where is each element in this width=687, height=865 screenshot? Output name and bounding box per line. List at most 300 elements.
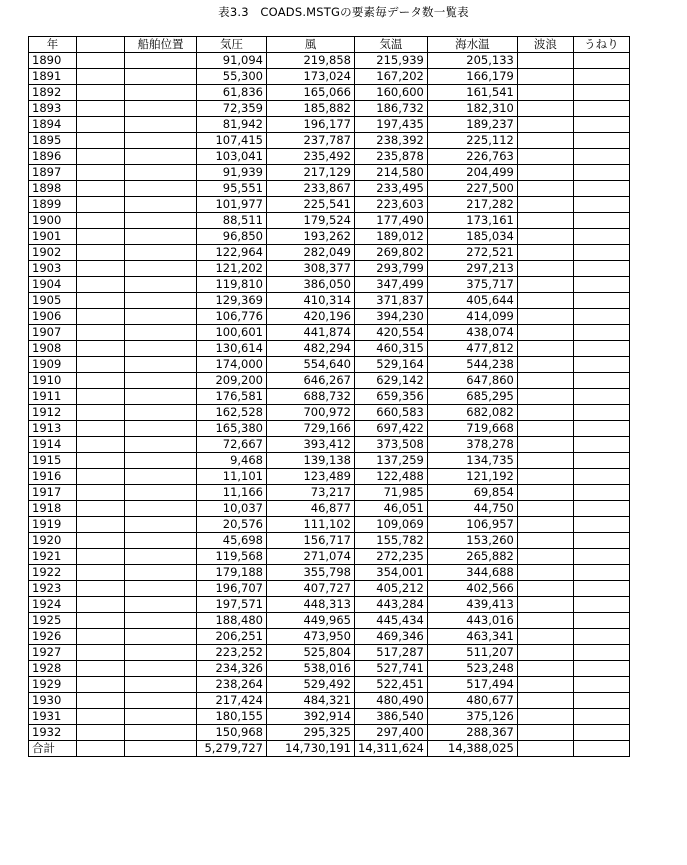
cell-wave [517, 581, 573, 597]
cell-blank [77, 357, 125, 373]
cell-ship-position [125, 661, 197, 677]
total-row [29, 741, 630, 757]
cell-swell [573, 101, 629, 117]
cell-year: 1904 [29, 277, 77, 293]
cell-air-temp: 177,490 [355, 213, 428, 229]
cell-pressure: 119,568 [197, 549, 267, 565]
cell-wind: 392,914 [267, 709, 355, 725]
cell-air-temp: 293,799 [355, 261, 428, 277]
cell-ship-position [125, 309, 197, 325]
cell-air-temp: 394,230 [355, 309, 428, 325]
cell-year: 1925 [29, 613, 77, 629]
cell-wind: 193,262 [267, 229, 355, 245]
cell-year: 1916 [29, 469, 77, 485]
cell-ship-position [125, 293, 197, 309]
total-cell-sea-temp: 14,388,025 [427, 741, 517, 757]
column-header-sea-temp: 海水温 [427, 37, 517, 53]
cell-blank [77, 85, 125, 101]
total-cell-blank [77, 741, 125, 757]
cell-sea-temp: 161,541 [427, 85, 517, 101]
table-row [29, 453, 630, 469]
cell-swell [573, 469, 629, 485]
cell-wave [517, 85, 573, 101]
cell-sea-temp: 134,735 [427, 453, 517, 469]
cell-air-temp: 272,235 [355, 549, 428, 565]
cell-pressure: 106,776 [197, 309, 267, 325]
cell-wave [517, 421, 573, 437]
cell-air-temp: 297,400 [355, 725, 428, 741]
cell-wind: 420,196 [267, 309, 355, 325]
cell-wave [517, 549, 573, 565]
cell-air-temp: 373,508 [355, 437, 428, 453]
cell-sea-temp: 121,192 [427, 469, 517, 485]
cell-wind: 237,787 [267, 133, 355, 149]
cell-blank [77, 309, 125, 325]
total-cell-pressure: 5,279,727 [197, 741, 267, 757]
table-row [29, 661, 630, 677]
cell-pressure: 150,968 [197, 725, 267, 741]
cell-swell [573, 357, 629, 373]
cell-ship-position [125, 341, 197, 357]
cell-pressure: 196,707 [197, 581, 267, 597]
cell-blank [77, 277, 125, 293]
cell-wave [517, 517, 573, 533]
cell-wind: 139,138 [267, 453, 355, 469]
cell-year: 1930 [29, 693, 77, 709]
cell-swell [573, 85, 629, 101]
cell-wind: 196,177 [267, 117, 355, 133]
cell-sea-temp: 44,750 [427, 501, 517, 517]
table-row [29, 501, 630, 517]
cell-ship-position [125, 677, 197, 693]
table-row [29, 565, 630, 581]
cell-sea-temp: 443,016 [427, 613, 517, 629]
table-row [29, 85, 630, 101]
cell-pressure: 81,942 [197, 117, 267, 133]
cell-air-temp: 122,488 [355, 469, 428, 485]
cell-ship-position [125, 261, 197, 277]
table-row [29, 117, 630, 133]
cell-air-temp: 697,422 [355, 421, 428, 437]
cell-sea-temp: 647,860 [427, 373, 517, 389]
cell-ship-position [125, 517, 197, 533]
cell-blank [77, 101, 125, 117]
cell-year: 1891 [29, 69, 77, 85]
cell-air-temp: 529,164 [355, 357, 428, 373]
cell-swell [573, 661, 629, 677]
cell-ship-position [125, 53, 197, 69]
cell-ship-position [125, 581, 197, 597]
cell-pressure: 20,576 [197, 517, 267, 533]
cell-blank [77, 245, 125, 261]
table-row [29, 341, 630, 357]
cell-wave [517, 725, 573, 741]
cell-sea-temp: 438,074 [427, 325, 517, 341]
cell-year: 1892 [29, 85, 77, 101]
cell-swell [573, 165, 629, 181]
cell-ship-position [125, 245, 197, 261]
cell-pressure: 209,200 [197, 373, 267, 389]
cell-air-temp: 386,540 [355, 709, 428, 725]
cell-blank [77, 565, 125, 581]
cell-year: 1902 [29, 245, 77, 261]
cell-wind: 700,972 [267, 405, 355, 421]
cell-pressure: 103,041 [197, 149, 267, 165]
cell-blank [77, 709, 125, 725]
cell-sea-temp: 480,677 [427, 693, 517, 709]
cell-wave [517, 277, 573, 293]
cell-wave [517, 437, 573, 453]
cell-wind: 729,166 [267, 421, 355, 437]
cell-air-temp: 527,741 [355, 661, 428, 677]
cell-ship-position [125, 725, 197, 741]
cell-wave [517, 181, 573, 197]
cell-ship-position [125, 117, 197, 133]
table-row [29, 677, 630, 693]
cell-sea-temp: 153,260 [427, 533, 517, 549]
cell-wave [517, 245, 573, 261]
cell-ship-position [125, 437, 197, 453]
table-row [29, 485, 630, 501]
cell-air-temp: 445,434 [355, 613, 428, 629]
cell-blank [77, 581, 125, 597]
cell-ship-position [125, 485, 197, 501]
cell-wind: 473,950 [267, 629, 355, 645]
table-row [29, 213, 630, 229]
cell-air-temp: 517,287 [355, 645, 428, 661]
cell-air-temp: 109,069 [355, 517, 428, 533]
table-row [29, 421, 630, 437]
cell-air-temp: 629,142 [355, 373, 428, 389]
cell-ship-position [125, 101, 197, 117]
cell-blank [77, 181, 125, 197]
cell-sea-temp: 375,717 [427, 277, 517, 293]
cell-pressure: 72,667 [197, 437, 267, 453]
cell-wave [517, 165, 573, 181]
column-header-wave: 波浪 [517, 37, 573, 53]
cell-blank [77, 341, 125, 357]
cell-air-temp: 522,451 [355, 677, 428, 693]
cell-year: 1890 [29, 53, 77, 69]
cell-swell [573, 517, 629, 533]
cell-air-temp: 460,315 [355, 341, 428, 357]
cell-blank [77, 165, 125, 181]
cell-wind: 295,325 [267, 725, 355, 741]
cell-swell [573, 693, 629, 709]
cell-wave [517, 693, 573, 709]
cell-blank [77, 629, 125, 645]
cell-swell [573, 69, 629, 85]
cell-swell [573, 405, 629, 421]
cell-wave [517, 613, 573, 629]
cell-swell [573, 565, 629, 581]
table-row [29, 389, 630, 405]
cell-wave [517, 501, 573, 517]
cell-blank [77, 421, 125, 437]
cell-ship-position [125, 229, 197, 245]
data-table [28, 36, 630, 757]
cell-swell [573, 213, 629, 229]
cell-year: 1897 [29, 165, 77, 181]
cell-air-temp: 233,495 [355, 181, 428, 197]
cell-wind: 407,727 [267, 581, 355, 597]
cell-air-temp: 214,580 [355, 165, 428, 181]
cell-pressure: 119,810 [197, 277, 267, 293]
cell-year: 1923 [29, 581, 77, 597]
cell-wave [517, 357, 573, 373]
cell-blank [77, 485, 125, 501]
cell-year: 1912 [29, 405, 77, 421]
cell-year: 1905 [29, 293, 77, 309]
cell-swell [573, 325, 629, 341]
table-row [29, 325, 630, 341]
cell-wave [517, 69, 573, 85]
cell-wave [517, 597, 573, 613]
cell-ship-position [125, 165, 197, 181]
cell-air-temp: 235,878 [355, 149, 428, 165]
cell-blank [77, 405, 125, 421]
table-row [29, 165, 630, 181]
cell-year: 1911 [29, 389, 77, 405]
table-row [29, 101, 630, 117]
cell-pressure: 61,836 [197, 85, 267, 101]
cell-air-temp: 160,600 [355, 85, 428, 101]
cell-ship-position [125, 597, 197, 613]
table-row [29, 277, 630, 293]
cell-ship-position [125, 325, 197, 341]
cell-wind: 156,717 [267, 533, 355, 549]
cell-year: 1918 [29, 501, 77, 517]
cell-wave [517, 661, 573, 677]
cell-pressure: 91,094 [197, 53, 267, 69]
cell-air-temp: 215,939 [355, 53, 428, 69]
cell-air-temp: 167,202 [355, 69, 428, 85]
cell-wave [517, 341, 573, 357]
cell-sea-temp: 523,248 [427, 661, 517, 677]
cell-swell [573, 229, 629, 245]
cell-sea-temp: 227,500 [427, 181, 517, 197]
cell-blank [77, 389, 125, 405]
cell-sea-temp: 225,112 [427, 133, 517, 149]
column-header-swell: うねり [573, 37, 629, 53]
cell-wave [517, 133, 573, 149]
cell-sea-temp: 226,763 [427, 149, 517, 165]
cell-pressure: 238,264 [197, 677, 267, 693]
cell-air-temp: 197,435 [355, 117, 428, 133]
cell-sea-temp: 439,413 [427, 597, 517, 613]
cell-sea-temp: 402,566 [427, 581, 517, 597]
table-row [29, 357, 630, 373]
cell-ship-position [125, 533, 197, 549]
cell-swell [573, 533, 629, 549]
cell-ship-position [125, 709, 197, 725]
cell-wave [517, 709, 573, 725]
cell-pressure: 179,188 [197, 565, 267, 581]
cell-year: 1927 [29, 645, 77, 661]
cell-wind: 308,377 [267, 261, 355, 277]
cell-swell [573, 181, 629, 197]
cell-blank [77, 213, 125, 229]
cell-air-temp: 659,356 [355, 389, 428, 405]
cell-swell [573, 389, 629, 405]
cell-wind: 410,314 [267, 293, 355, 309]
cell-ship-position [125, 389, 197, 405]
cell-wave [517, 101, 573, 117]
cell-sea-temp: 204,499 [427, 165, 517, 181]
cell-pressure: 174,000 [197, 357, 267, 373]
total-cell-year: 合計 [29, 741, 77, 757]
cell-sea-temp: 463,341 [427, 629, 517, 645]
cell-year: 1915 [29, 453, 77, 469]
total-cell-wind: 14,730,191 [267, 741, 355, 757]
cell-swell [573, 581, 629, 597]
total-cell-wave [517, 741, 573, 757]
cell-wave [517, 117, 573, 133]
cell-wave [517, 453, 573, 469]
cell-ship-position [125, 357, 197, 373]
cell-ship-position [125, 629, 197, 645]
cell-blank [77, 469, 125, 485]
cell-wave [517, 389, 573, 405]
cell-swell [573, 245, 629, 261]
cell-swell [573, 453, 629, 469]
cell-wave [517, 293, 573, 309]
cell-pressure: 176,581 [197, 389, 267, 405]
cell-year: 1909 [29, 357, 77, 373]
cell-swell [573, 293, 629, 309]
cell-sea-temp: 205,133 [427, 53, 517, 69]
cell-sea-temp: 378,278 [427, 437, 517, 453]
cell-blank [77, 453, 125, 469]
cell-wave [517, 565, 573, 581]
cell-sea-temp: 477,812 [427, 341, 517, 357]
cell-swell [573, 197, 629, 213]
column-header-blank [77, 37, 125, 53]
cell-year: 1895 [29, 133, 77, 149]
table-row [29, 613, 630, 629]
cell-pressure: 234,326 [197, 661, 267, 677]
table-row [29, 133, 630, 149]
cell-wave [517, 629, 573, 645]
cell-blank [77, 501, 125, 517]
cell-blank [77, 133, 125, 149]
cell-year: 1898 [29, 181, 77, 197]
cell-wind: 538,016 [267, 661, 355, 677]
table-row [29, 229, 630, 245]
cell-year: 1899 [29, 197, 77, 213]
cell-sea-temp: 682,082 [427, 405, 517, 421]
cell-year: 1896 [29, 149, 77, 165]
cell-blank [77, 437, 125, 453]
total-cell-air-temp: 14,311,624 [355, 741, 428, 757]
cell-swell [573, 629, 629, 645]
cell-ship-position [125, 453, 197, 469]
cell-year: 1928 [29, 661, 77, 677]
table-row [29, 149, 630, 165]
cell-ship-position [125, 469, 197, 485]
cell-pressure: 11,101 [197, 469, 267, 485]
cell-sea-temp: 344,688 [427, 565, 517, 581]
cell-wind: 355,798 [267, 565, 355, 581]
cell-wind: 219,858 [267, 53, 355, 69]
cell-pressure: 129,369 [197, 293, 267, 309]
cell-wind: 217,129 [267, 165, 355, 181]
cell-swell [573, 709, 629, 725]
cell-wind: 529,492 [267, 677, 355, 693]
cell-pressure: 96,850 [197, 229, 267, 245]
cell-pressure: 95,551 [197, 181, 267, 197]
cell-year: 1917 [29, 485, 77, 501]
cell-pressure: 55,300 [197, 69, 267, 85]
cell-ship-position [125, 197, 197, 213]
cell-sea-temp: 511,207 [427, 645, 517, 661]
cell-air-temp: 660,583 [355, 405, 428, 421]
table-row [29, 581, 630, 597]
cell-pressure: 45,698 [197, 533, 267, 549]
cell-swell [573, 277, 629, 293]
cell-year: 1926 [29, 629, 77, 645]
cell-wave [517, 469, 573, 485]
table-row [29, 437, 630, 453]
cell-wind: 646,267 [267, 373, 355, 389]
cell-air-temp: 46,051 [355, 501, 428, 517]
cell-air-temp: 269,802 [355, 245, 428, 261]
table-row [29, 309, 630, 325]
cell-wave [517, 261, 573, 277]
cell-wave [517, 485, 573, 501]
cell-ship-position [125, 277, 197, 293]
cell-blank [77, 149, 125, 165]
cell-wave [517, 373, 573, 389]
cell-sea-temp: 173,161 [427, 213, 517, 229]
cell-air-temp: 155,782 [355, 533, 428, 549]
cell-wave [517, 213, 573, 229]
cell-blank [77, 69, 125, 85]
cell-year: 1921 [29, 549, 77, 565]
cell-air-temp: 137,259 [355, 453, 428, 469]
column-header-air-temp: 気温 [355, 37, 428, 53]
cell-sea-temp: 272,521 [427, 245, 517, 261]
cell-sea-temp: 414,099 [427, 309, 517, 325]
cell-pressure: 100,601 [197, 325, 267, 341]
cell-air-temp: 405,212 [355, 581, 428, 597]
cell-swell [573, 485, 629, 501]
cell-wind: 111,102 [267, 517, 355, 533]
cell-sea-temp: 375,126 [427, 709, 517, 725]
table-row [29, 197, 630, 213]
cell-wind: 448,313 [267, 597, 355, 613]
cell-pressure: 165,380 [197, 421, 267, 437]
cell-wind: 525,804 [267, 645, 355, 661]
cell-blank [77, 117, 125, 133]
cell-pressure: 9,468 [197, 453, 267, 469]
table-row [29, 645, 630, 661]
cell-wind: 233,867 [267, 181, 355, 197]
cell-air-temp: 71,985 [355, 485, 428, 501]
cell-swell [573, 613, 629, 629]
cell-ship-position [125, 549, 197, 565]
cell-sea-temp: 189,237 [427, 117, 517, 133]
cell-blank [77, 597, 125, 613]
column-header-wind: 風 [267, 37, 355, 53]
cell-blank [77, 325, 125, 341]
cell-swell [573, 341, 629, 357]
cell-pressure: 122,964 [197, 245, 267, 261]
cell-blank [77, 53, 125, 69]
cell-pressure: 162,528 [197, 405, 267, 421]
cell-sea-temp: 217,282 [427, 197, 517, 213]
cell-year: 1920 [29, 533, 77, 549]
